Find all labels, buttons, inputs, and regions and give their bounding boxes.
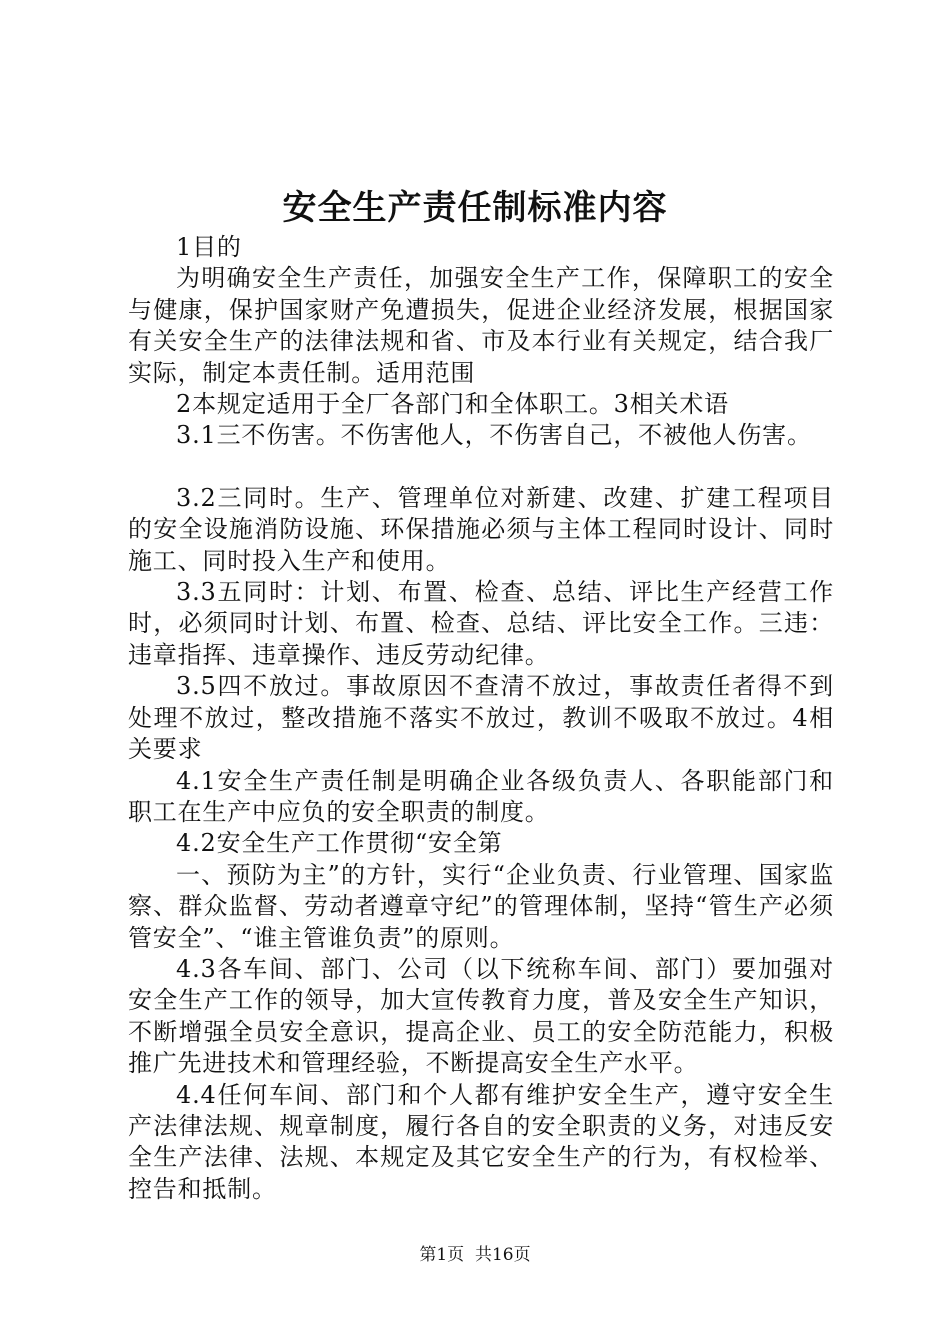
paragraph-3-1: 3.1三不伤害。不伤害他人，不伤害自己，不被他人伤害。	[176, 421, 812, 450]
paragraph-scope: 2本规定适用于全厂各部门和全体职工。3相关术语	[176, 390, 729, 419]
paragraph-4-1: 4.1安全生产责任制是明确企业各级负责人、各职能部门和职工在生产中应负的安全职责的制度。	[128, 766, 834, 826]
paragraph-3-5: 3.5四不放过。事故原因不查清不放过，事故责任者得不到处理不放过，整改措施不落实不放过，教训不吸取不放过。4相关要求	[128, 672, 834, 764]
paragraph-3-2: 3.2三同时。生产、管理单位对新建、改建、扩建工程项目的安全设施消防设施、环保措施必须与主体工程同时设计、同时施工、同时投入生产和使用。	[128, 483, 834, 575]
paragraph-purpose: 为明确安全生产责任，加强安全生产工作，保障职工的安全与健康，保护国家财产免遭损失，促进企业经济发展，根据国家有关安全生产的法律法规和省、市及本行业有关规定，结合我厂实际，制定本责任制。适用范围	[128, 264, 834, 387]
section-heading-purpose: 1目的	[176, 233, 242, 261]
page-number: 第1页 共16页	[419, 1245, 531, 1265]
page-footer	[0, 1240, 950, 1270]
paragraph-4-3: 4.3各车间、部门、公司（以下统称车间、部门）要加强对安全生产工作的领导，加大宣传教育力度，普及安全生产知识，不断增强全员安全意识，提高企业、员工的安全防范能力，积极推广先进技术和管理经验，不断提高安全生产水平。	[128, 954, 834, 1078]
paragraph-4-2: 4.2安全生产工作贯彻“安全第	[176, 829, 503, 858]
document-title: 安全生产责任制标准内容	[282, 188, 668, 228]
document-body	[128, 232, 834, 1205]
paragraph-3-3: 3.3五同时：计划、布置、检查、总结、评比生产经营工作时，必须同时计划、布置、检查、总结、评比安全工作。三违：违章指挥、违章操作、违反劳动纪律。	[128, 578, 834, 669]
paragraph-4-2-continued: 一、预防为主”的方针，实行“企业负责、行业管理、国家监察、群众监督、劳动者遵章守纪”的管理体制，坚持“管生产必须管安全”、“谁主管谁负责”的原则。	[128, 860, 834, 952]
paragraph-4-4: 4.4任何车间、部门和个人都有维护安全生产，遵守安全生产法律法规、规章制度，履行各自的安全职责的义务，对违反安全生产法律、法规、本规定及其它安全生产的行为，有权检举、控告和抵制。	[128, 1080, 834, 1203]
